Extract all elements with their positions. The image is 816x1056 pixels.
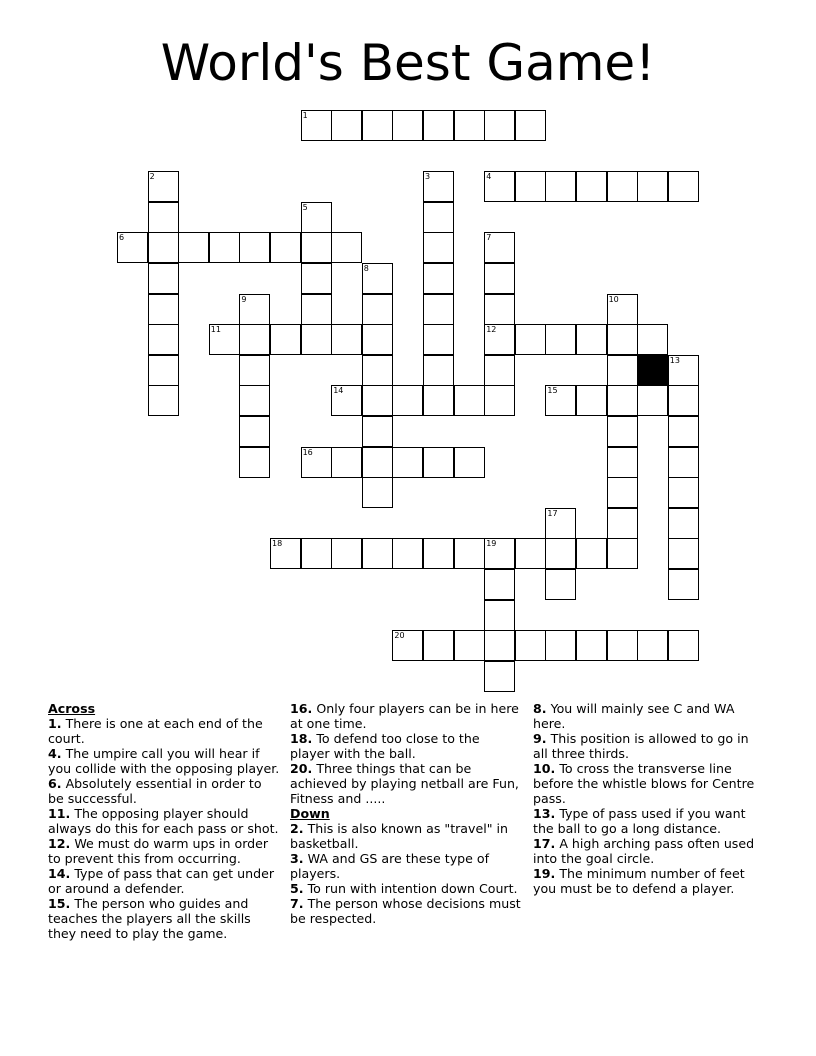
grid-cell[interactable] [668, 477, 699, 508]
clue-number: 17. [533, 836, 556, 851]
clue-number: 9. [533, 731, 547, 746]
grid-cell[interactable] [270, 324, 301, 355]
across-heading: Across [48, 701, 96, 716]
down-heading: Down [290, 806, 330, 821]
grid-cell[interactable] [301, 447, 332, 478]
clue-number: 20. [290, 761, 313, 776]
grid-cell[interactable] [331, 110, 362, 141]
grid-cell[interactable] [484, 385, 515, 416]
grid-cell[interactable] [423, 324, 454, 355]
clue-text: To run with intention down Court. [303, 881, 518, 896]
grid-cell[interactable] [637, 324, 668, 355]
grid-cell[interactable] [362, 294, 393, 325]
clue-number: 16. [290, 701, 313, 716]
grid-cell[interactable] [148, 202, 179, 233]
cell-number: 14 [333, 386, 344, 396]
grid-cell[interactable] [362, 355, 393, 386]
grid-cell[interactable] [301, 232, 332, 263]
clue-text: A high arching pass often used into the goal circle. [533, 836, 755, 866]
clue-text: To cross the transverse line before the whistle blows for Centre pass. [533, 761, 755, 806]
grid-cell[interactable] [148, 294, 179, 325]
grid-cell[interactable] [637, 171, 668, 202]
clue-number: 5. [290, 881, 304, 896]
grid-cell[interactable] [668, 569, 699, 600]
grid-cell[interactable] [423, 232, 454, 263]
grid-cell[interactable] [607, 630, 638, 661]
cell-number: 7 [486, 233, 492, 243]
clue-text: To defend too close to the player with the ball. [290, 731, 480, 761]
grid-cell[interactable] [148, 232, 179, 263]
grid-cell[interactable] [423, 171, 454, 202]
grid-cell[interactable] [239, 232, 270, 263]
grid-cell[interactable] [668, 385, 699, 416]
grid-cell[interactable] [270, 232, 301, 263]
grid-cell[interactable] [178, 232, 209, 263]
grid-cell[interactable] [545, 171, 576, 202]
clue-number: 6. [48, 776, 62, 791]
grid-cell[interactable] [423, 202, 454, 233]
grid-cell[interactable] [484, 600, 515, 631]
clue-item [290, 881, 522, 896]
grid-cell[interactable] [392, 447, 423, 478]
clue-number: 8. [533, 701, 547, 716]
grid-cell[interactable] [454, 630, 485, 661]
cell-number: 18 [272, 539, 283, 549]
grid-cell[interactable] [239, 294, 270, 325]
clue-text: The person whose decisions must be respected. [290, 896, 521, 926]
cell-number: 5 [302, 202, 308, 212]
clue-number: 13. [533, 806, 556, 821]
grid-cell[interactable] [515, 171, 546, 202]
cell-number: 10 [608, 294, 619, 304]
grid-cell[interactable] [607, 508, 638, 539]
grid-cell[interactable] [392, 385, 423, 416]
clue-item [48, 776, 280, 806]
grid-cell[interactable] [362, 538, 393, 569]
grid-cell[interactable] [423, 110, 454, 141]
clue-column-1 [48, 701, 280, 941]
clue-number: 7. [290, 896, 304, 911]
grid-cell[interactable] [668, 508, 699, 539]
grid-cell[interactable] [301, 538, 332, 569]
clue-text: The person who guides and teaches the players all the skills they need to play the game. [48, 896, 251, 941]
grid-cell[interactable] [117, 232, 148, 263]
grid-cell[interactable] [423, 630, 454, 661]
grid-cell[interactable] [484, 661, 515, 692]
grid-cell[interactable] [668, 538, 699, 569]
grid-cell[interactable] [545, 569, 576, 600]
clue-item [48, 896, 280, 941]
grid-cell[interactable] [545, 630, 576, 661]
cell-number: 8 [363, 264, 369, 273]
grid-cell[interactable] [607, 416, 638, 447]
cell-number: 20 [394, 631, 405, 641]
grid-cell[interactable] [484, 630, 515, 661]
grid-cell[interactable] [668, 171, 699, 202]
clue-number: 2. [290, 821, 304, 836]
clue-item [290, 896, 522, 926]
cell-number: 13 [669, 355, 680, 365]
grid-cell[interactable] [454, 385, 485, 416]
grid-cell[interactable] [576, 324, 607, 355]
clue-item [48, 806, 280, 836]
grid-cell[interactable] [209, 324, 240, 355]
grid-cell[interactable] [545, 538, 576, 569]
grid-cell[interactable] [362, 324, 393, 355]
puzzle-title: World's Best Game! [160, 34, 656, 92]
clue-number: 18. [290, 731, 313, 746]
cell-number: 16 [302, 447, 313, 457]
clue-item [533, 731, 765, 761]
cell-number: 1 [302, 111, 308, 120]
grid-cell[interactable] [607, 477, 638, 508]
clue-text: Absolutely essential in order to be successful. [48, 776, 262, 806]
grid-cell[interactable] [454, 447, 485, 478]
grid-cell[interactable] [148, 355, 179, 386]
grid-cell[interactable] [607, 385, 638, 416]
grid-cell[interactable] [301, 263, 332, 294]
clue-item [48, 746, 280, 776]
grid-cell[interactable] [209, 232, 240, 263]
grid-cell[interactable] [484, 538, 515, 569]
grid-cell[interactable] [423, 294, 454, 325]
grid-cell[interactable] [607, 171, 638, 202]
grid-cell[interactable] [515, 630, 546, 661]
grid-cell[interactable] [362, 447, 393, 478]
cell-number: 19 [486, 539, 497, 549]
clue-number: 14. [48, 866, 71, 881]
grid-cell[interactable] [301, 324, 332, 355]
grid-cell[interactable] [148, 263, 179, 294]
cell-number: 4 [486, 172, 492, 182]
clue-item [533, 761, 765, 806]
clue-text: The umpire call you will hear if you collide with the opposing player. [48, 746, 280, 776]
clue-item [290, 761, 522, 806]
grid-cell[interactable] [362, 263, 393, 294]
grid-cell[interactable] [576, 171, 607, 202]
clue-text: You will mainly see C and WA here. [533, 701, 735, 731]
clue-text: There is one at each end of the court. [48, 716, 263, 746]
grid-cell[interactable] [392, 630, 423, 661]
grid-cell[interactable] [484, 232, 515, 263]
grid-cell[interactable] [484, 110, 515, 141]
clue-text: Only four players can be in here at one time. [290, 701, 519, 731]
clue-text: We must do warm ups in order to prevent this from occurring. [48, 836, 269, 866]
grid-cell[interactable] [607, 355, 638, 386]
cell-number: 15 [547, 386, 558, 396]
clue-number: 11. [48, 806, 71, 821]
grid-cell[interactable] [148, 171, 179, 202]
grid-cell[interactable] [545, 385, 576, 416]
clue-text: This position is allowed to go in all three thirds. [533, 731, 749, 761]
grid-cell[interactable] [331, 538, 362, 569]
cell-number: 6 [119, 233, 125, 243]
grid-cell[interactable] [331, 232, 362, 263]
grid-cell[interactable] [607, 447, 638, 478]
clue-item [290, 701, 522, 731]
grid-cell[interactable] [637, 630, 668, 661]
clue-text: The minimum number of feet you must be to defend a player. [533, 866, 745, 896]
clue-item [290, 851, 522, 881]
grid-cell[interactable] [331, 447, 362, 478]
grid-cell[interactable] [423, 355, 454, 386]
cell-number: 17 [547, 508, 558, 518]
clue-text: Type of pass that can get under or around a defender. [48, 866, 274, 896]
grid-cell[interactable] [576, 538, 607, 569]
clue-number: 12. [48, 836, 71, 851]
grid-cell[interactable] [668, 447, 699, 478]
grid-cell[interactable] [484, 294, 515, 325]
clue-column-3 [533, 701, 765, 896]
grid-cell[interactable] [362, 110, 393, 141]
cell-number: 9 [241, 294, 247, 304]
grid-cell[interactable] [423, 538, 454, 569]
grid-cell[interactable] [607, 324, 638, 355]
grid-cell[interactable] [484, 324, 515, 355]
grid-cell[interactable] [239, 355, 270, 386]
grid-cell[interactable] [484, 569, 515, 600]
clue-item [533, 701, 765, 731]
clue-text: The opposing player should always do this for each pass or shot. [48, 806, 279, 836]
grid-cell[interactable] [331, 324, 362, 355]
grid-cell[interactable] [545, 324, 576, 355]
grid-cell[interactable] [239, 447, 270, 478]
grid-cell[interactable] [148, 324, 179, 355]
clue-item [48, 836, 280, 866]
clue-text: Type of pass used if you want the ball to go a long distance. [533, 806, 746, 836]
grid-cell[interactable] [637, 385, 668, 416]
grid-cell[interactable] [423, 385, 454, 416]
grid-cell[interactable] [301, 294, 332, 325]
cell-number: 12 [486, 325, 497, 335]
clue-item [533, 866, 765, 896]
grid-cell[interactable] [148, 385, 179, 416]
grid-cell[interactable] [484, 355, 515, 386]
clue-text: This is also known as "travel" in basketball. [290, 821, 509, 851]
grid-cell[interactable] [454, 110, 485, 141]
grid-cell[interactable] [576, 630, 607, 661]
clue-text: Three things that can be achieved by playing netball are Fun, Fitness and ..... [290, 761, 519, 806]
grid-cell[interactable] [362, 416, 393, 447]
grid-cell[interactable] [301, 202, 332, 233]
grid-cell[interactable] [392, 538, 423, 569]
grid-cell[interactable] [545, 508, 576, 539]
clue-number: 10. [533, 761, 556, 776]
grid-cell[interactable] [239, 324, 270, 355]
grid-cell[interactable] [423, 447, 454, 478]
grid-cell[interactable] [270, 538, 301, 569]
clue-item [48, 866, 280, 896]
clue-item [48, 716, 280, 746]
cell-number: 3 [425, 172, 431, 182]
clue-number: 4. [48, 746, 62, 761]
clue-number: 1. [48, 716, 62, 731]
grid-cell[interactable] [362, 385, 393, 416]
grid-cell[interactable] [607, 538, 638, 569]
grid-cell[interactable] [239, 416, 270, 447]
clue-text: WA and GS are these type of players. [290, 851, 490, 881]
grid-cell[interactable] [607, 294, 638, 325]
grid-cell[interactable] [668, 416, 699, 447]
grid-cell[interactable] [484, 171, 515, 202]
clue-number: 19. [533, 866, 556, 881]
clue-number: 15. [48, 896, 71, 911]
cell-number: 11 [210, 325, 221, 335]
grid-cell[interactable] [668, 630, 699, 661]
grid-cell[interactable] [331, 385, 362, 416]
black-square [637, 355, 668, 386]
clue-number: 3. [290, 851, 304, 866]
grid-cell[interactable] [484, 263, 515, 294]
grid-cell[interactable] [515, 110, 546, 141]
grid-cell[interactable] [668, 355, 699, 386]
clue-item [533, 836, 765, 866]
clue-item [533, 806, 765, 836]
cell-number: 2 [149, 172, 155, 182]
grid-cell[interactable] [239, 385, 270, 416]
grid-cell[interactable] [576, 385, 607, 416]
grid-cell[interactable] [423, 263, 454, 294]
grid-cell[interactable] [515, 538, 546, 569]
grid-cell[interactable] [392, 110, 423, 141]
clue-item [290, 731, 522, 761]
clue-column-2 [290, 701, 522, 926]
clue-item [290, 821, 522, 851]
grid-cell[interactable] [301, 110, 332, 141]
grid-cell[interactable] [515, 324, 546, 355]
grid-cell[interactable] [362, 477, 393, 508]
grid-cell[interactable] [454, 538, 485, 569]
